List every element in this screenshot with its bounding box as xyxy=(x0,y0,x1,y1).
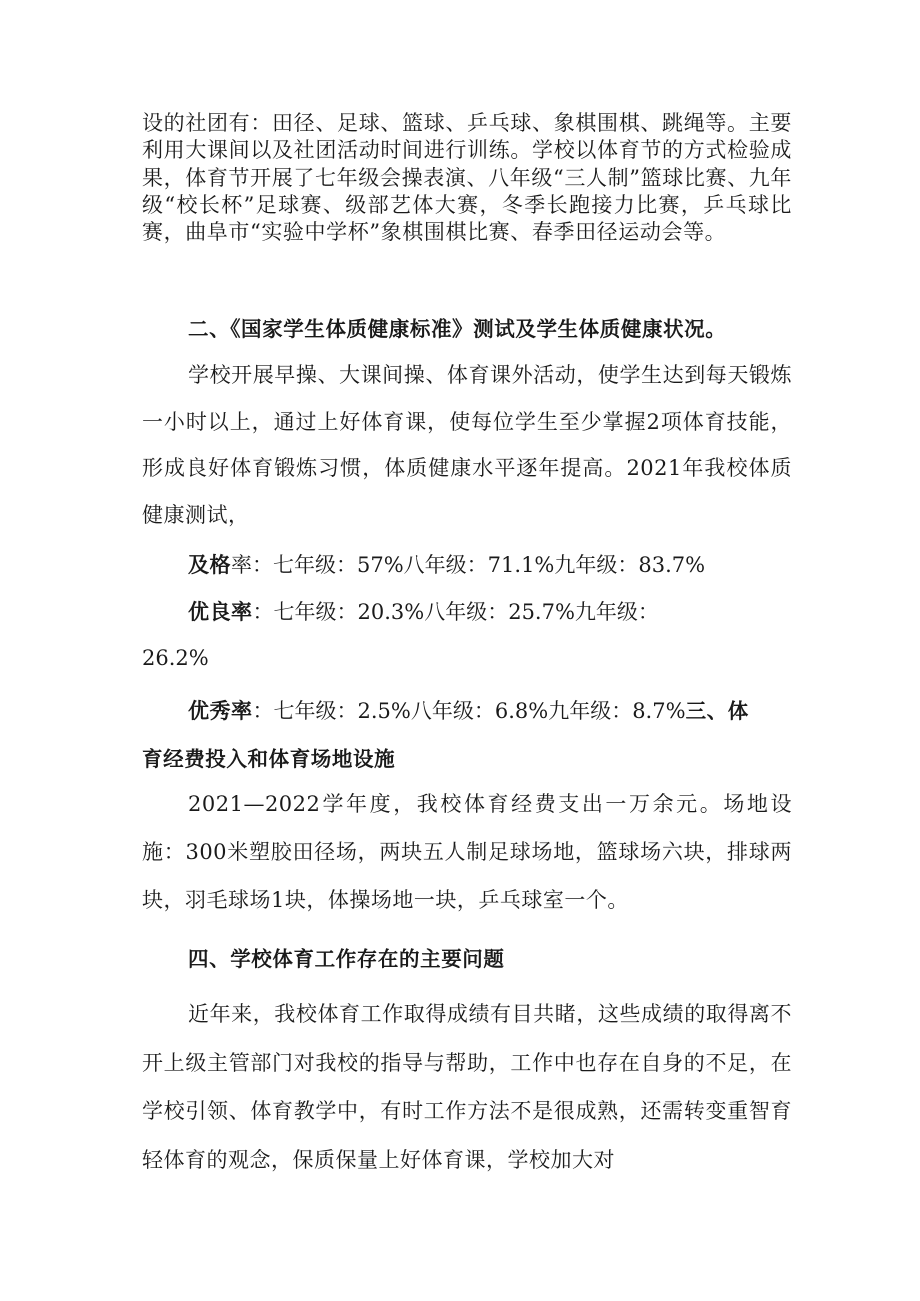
paragraph-problems: 近年来，我校体育工作取得成绩有目共睹，这些成绩的取得离不开上级主管部门对我校的指导与帮助，工作中也存在自身的不足，在学校引领、体育教学中，有时工作方法不是很成熟，还需转变重智育轻体育的观念，保质保量上好体育课，学校加大对 xyxy=(142,1002,792,1172)
stat-good-values: ：七年级：20.3%八年级：25.7%九年级： xyxy=(252,600,659,624)
stat-excellent-rate xyxy=(188,694,749,725)
stat-excellent-values: ：七年级：2.5%八年级：6.8%九年级：8.7% xyxy=(252,699,686,723)
stat-pass-values: ：七年级：57%八年级：71.1%九年级：83.7% xyxy=(252,553,706,577)
heading-section-3-part2: 育经费投入和体育场地设施 xyxy=(142,747,396,771)
stat-good-rate xyxy=(188,596,659,626)
paragraph-clubs: 设的社团有：田径、足球、篮球、乒乓球、象棋围棋、跳绳等。主要利用大课间以及社团活动时间进行训练。学校以体育节的方式检验成果，体育节开展了七年级会操表演、八年级“三人制”篮球比赛、九年级“校长杯”足球赛、级部艺体大赛，冬季长跑接力比赛，乒乓球比赛，曲阜市“实验中学杯”象棋围棋比赛、春季田径运动会等。 xyxy=(142,111,792,245)
heading-section-4: 四、学校体育工作存在的主要问题 xyxy=(188,947,505,971)
stat-good-label: 优良率 xyxy=(188,600,253,624)
stat-pass-label-suffix: 率 xyxy=(231,553,252,577)
stat-pass-rate xyxy=(188,549,705,579)
heading-section-3-part1: 三、体 xyxy=(685,699,749,723)
paragraph-funding: 2021—2022学年度，我校体育经费支出一万余元。场地设施：300米塑胶田径场，两块五人制足球场地，篮球场六块，排球两块，羽毛球场1块，体操场地一块，乒乓球室一个。 xyxy=(142,792,792,912)
stat-pass-label: 及格 xyxy=(188,553,231,577)
heading-section-2: 二、《国家学生体质健康标准》测试及学生体质健康状况。 xyxy=(188,317,727,341)
stat-good-values-wrap: 26.2% xyxy=(142,646,209,670)
paragraph-health: 学校开展早操、大课间操、体育课外活动，使学生达到每天锻炼一小时以上，通过上好体育课，使每位学生至少掌握2项体育技能，形成良好体育锻炼习惯，体质健康水平逐年提高。2021年我校体质健康测试， xyxy=(142,363,792,527)
stat-excellent-label: 优秀率 xyxy=(188,699,253,723)
